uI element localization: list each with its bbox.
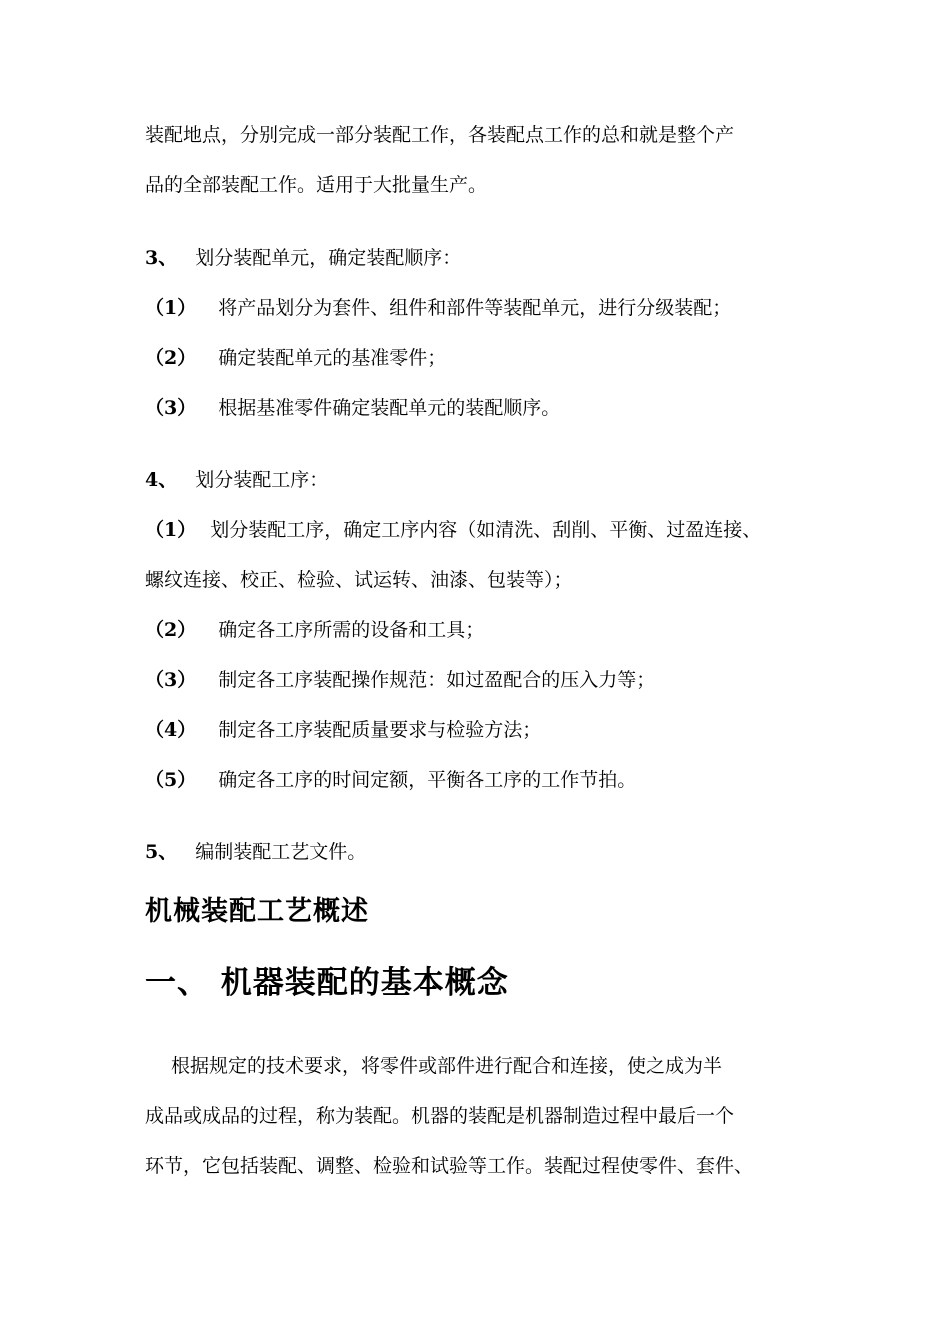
item-text: 划分装配工序，确定工序内容（如清洗、刮削、平衡、过盈连接、 (210, 519, 762, 541)
list-item (145, 618, 484, 642)
item-number: （4） (145, 719, 197, 741)
step-3-heading (145, 246, 461, 270)
item-text: 制定各工序装配操作规范：如过盈配合的压入力等； (218, 669, 656, 691)
step-number: 4、 (145, 469, 178, 491)
item-number: （3） (145, 397, 197, 419)
paragraph-line: 装配地点，分别完成一部分装配工作，各装配点工作的总和就是整个产 (145, 124, 735, 146)
step-number: 3、 (145, 247, 178, 269)
step-4-heading (145, 468, 328, 492)
item-text: 制定各工序装配质量要求与检验方法； (218, 719, 542, 741)
item-number: （1） (145, 297, 197, 319)
item-text: 根据基准零件确定装配单元的装配顺序。 (218, 397, 561, 419)
item-number: （2） (145, 347, 197, 369)
list-item (145, 518, 761, 542)
list-item (145, 396, 560, 420)
item-number: （1） (145, 519, 197, 541)
list-item (145, 768, 636, 792)
paragraph-line: 品的全部装配工作。适用于大批量生产。 (145, 174, 488, 196)
list-item (145, 718, 541, 742)
paragraph-line: 根据规定的技术要求，将零件或部件进行配合和连接，使之成为半 (171, 1055, 723, 1077)
document-title: 机械装配工艺概述 (145, 896, 369, 927)
paragraph-line: 环节，它包括装配、调整、检验和试验等工作。装配过程使零件、套件、 (145, 1155, 754, 1177)
step-number: 5、 (145, 841, 178, 863)
item-number: （2） (145, 619, 197, 641)
list-item-continuation: 螺纹连接、校正、检验、试运转、油漆、包装等）； (145, 569, 573, 591)
list-item (145, 346, 446, 370)
list-item (145, 296, 731, 320)
step-text: 编制装配工艺文件。 (195, 841, 367, 863)
item-text: 确定各工序的时间定额，平衡各工序的工作节拍。 (218, 769, 637, 791)
step-text: 划分装配单元，确定装配顺序： (195, 247, 462, 269)
section-heading: 一、 机器装配的基本概念 (145, 965, 509, 1001)
item-text: 确定装配单元的基准零件； (218, 347, 447, 369)
step-5-heading (145, 840, 366, 864)
item-text: 将产品划分为套件、组件和部件等装配单元，进行分级装配； (218, 297, 732, 319)
paragraph-line: 成品或成品的过程，称为装配。机器的装配是机器制造过程中最后一个 (145, 1105, 735, 1127)
step-text: 划分装配工序： (195, 469, 329, 491)
item-number: （5） (145, 769, 197, 791)
item-number: （3） (145, 669, 197, 691)
item-text: 确定各工序所需的设备和工具； (218, 619, 485, 641)
list-item (145, 668, 655, 692)
